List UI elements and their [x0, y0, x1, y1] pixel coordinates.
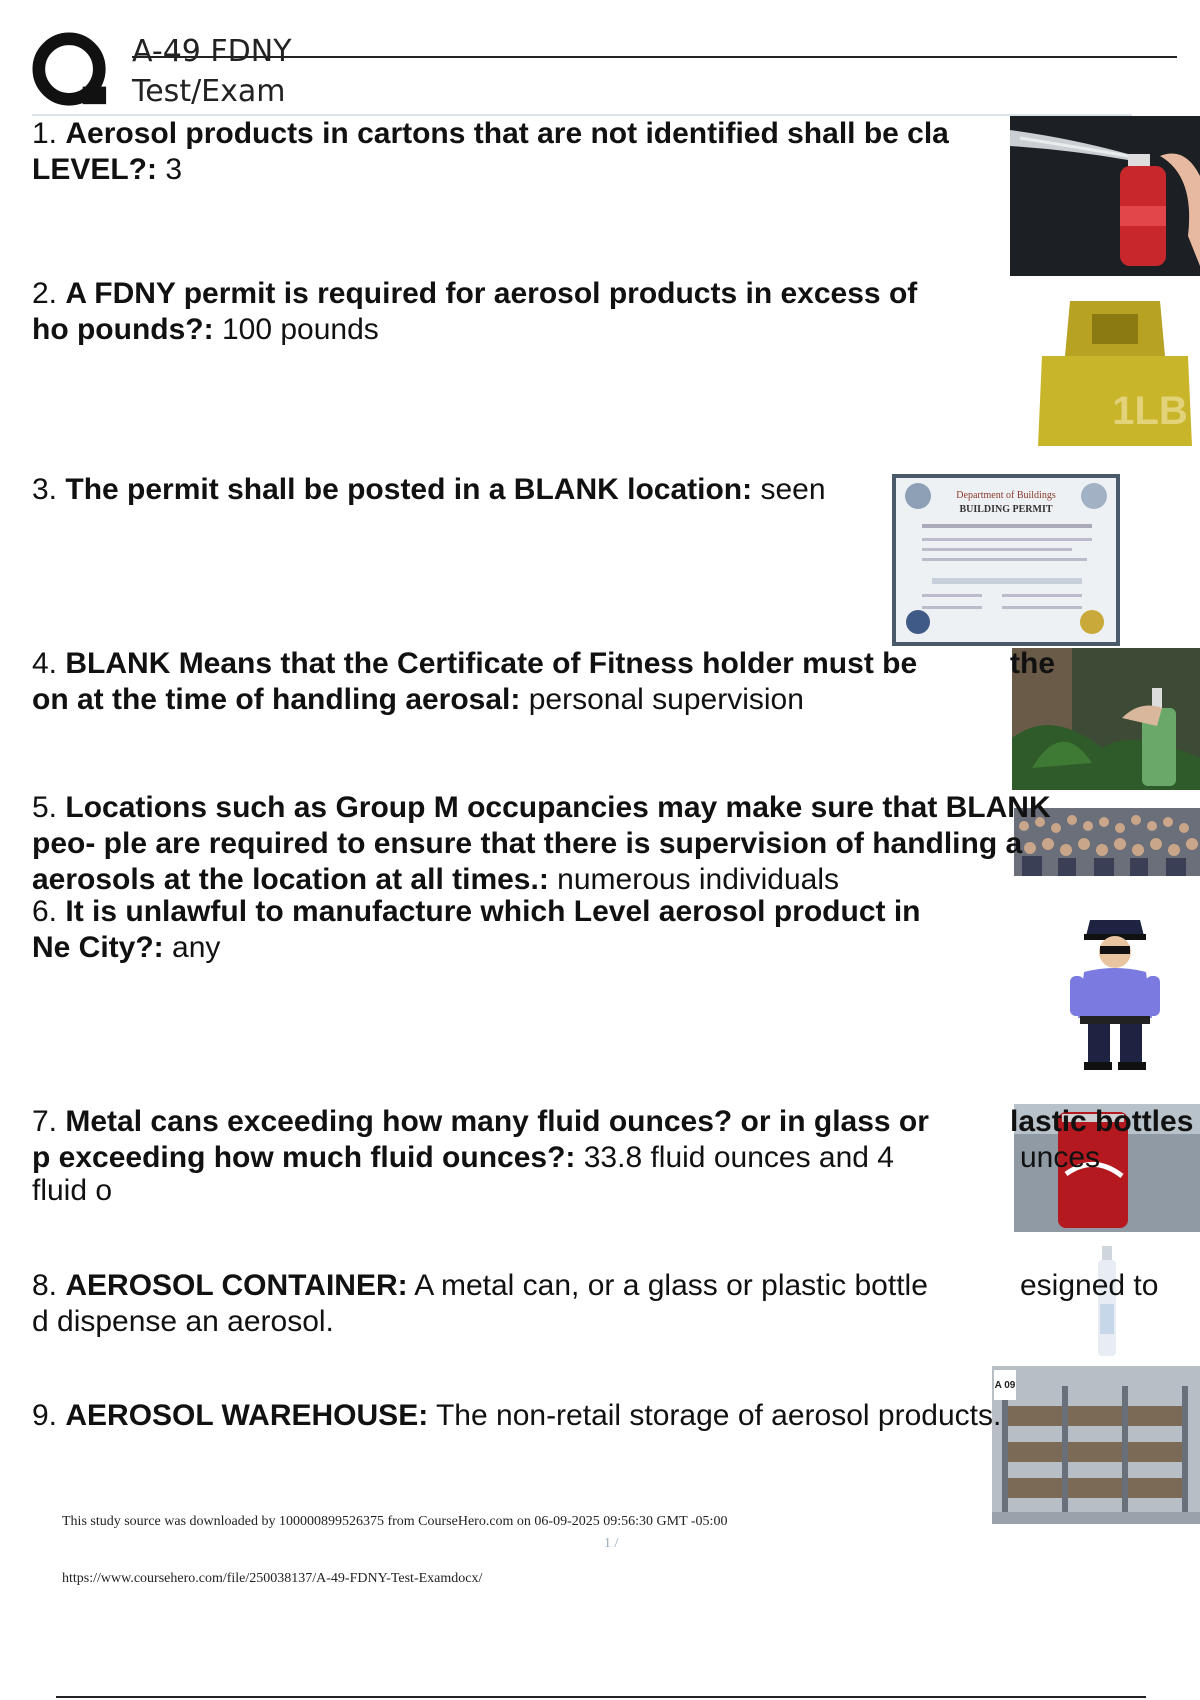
title-line-2: Test/Exam — [132, 74, 286, 109]
title-line-1: A-49 FDNY — [132, 34, 292, 69]
question-number: 7. — [32, 1105, 58, 1138]
question-4 — [32, 646, 917, 718]
answer-text: The non-retail storage of aerosol products. — [435, 1399, 1002, 1432]
answer-8-tail: esigned to — [1020, 1269, 1159, 1302]
warehouse-sign: A 09 — [994, 1380, 1016, 1391]
question-text: AEROSOL CONTAINER: — [65, 1269, 408, 1302]
download-source-note: This study source was downloaded by 100000899526375 from CourseHero.com on 06-09-2025 09:56:30 GMT -05:00 — [62, 1514, 728, 1529]
question-8 — [32, 1268, 928, 1340]
answer-text: numerous individuals — [557, 863, 839, 896]
question-number: 1. — [32, 117, 58, 150]
question-text-cont: ho pounds?: — [32, 313, 214, 346]
answer-text: 3 — [165, 153, 183, 186]
question-number: 2. — [32, 277, 58, 310]
answer-text: personal supervision — [528, 683, 804, 716]
question-text: It is unlawful to manufacture which Level aerosol product in — [65, 895, 921, 928]
question-text: Metal cans exceeding how many fluid ounces? or in glass or — [65, 1105, 929, 1138]
permit-title-2: BUILDING PERMIT — [959, 504, 1053, 515]
question-2 — [32, 276, 917, 348]
question-1 — [32, 116, 949, 188]
question-number: 6. — [32, 895, 58, 928]
spray-can-image — [1010, 116, 1200, 276]
question-number: 4. — [32, 647, 58, 680]
answer-text: A metal can, or a glass or plastic bottle — [414, 1269, 928, 1302]
question-number: 5. — [32, 791, 58, 824]
page-number: 1 / — [604, 1536, 619, 1551]
question-text-cont: aerosols at the location at all times.: — [32, 863, 549, 896]
question-number: 3. — [32, 473, 58, 506]
question-9 — [32, 1398, 1001, 1434]
question-text-cont: peo- ple are required to ensure that there is supervision of handling a — [32, 827, 1023, 860]
question-text: The permit shall be posted in a BLANK location: — [65, 473, 753, 506]
question-text: A FDNY permit is required for aerosol products in excess of — [65, 277, 918, 310]
police-officer-image — [1060, 906, 1170, 1076]
answer-text-cont: fluid o — [32, 1174, 113, 1207]
warehouse-image — [992, 1366, 1200, 1524]
question-text-cont: p exceeding how much fluid ounces?: — [32, 1141, 576, 1174]
weight-label: 1LB — [1112, 389, 1188, 433]
permit-title-1: Department of Buildings — [956, 490, 1056, 501]
answer-text: any — [172, 931, 221, 964]
answer-text-cont: d dispense an aerosol. — [32, 1305, 334, 1338]
question-text-cont: LEVEL?: — [32, 153, 157, 186]
one-pound-weight-image — [1030, 286, 1200, 456]
answer-text: seen — [760, 473, 826, 506]
question-text: AEROSOL WAREHOUSE: — [65, 1399, 429, 1432]
question-3 — [32, 472, 826, 508]
question-number: 9. — [32, 1399, 58, 1432]
question-7 — [32, 1104, 929, 1206]
question-text-cont: on at the time of handling aerosal: — [32, 683, 521, 716]
page-bottom-rule — [56, 1696, 1146, 1698]
coursehero-logo-icon — [32, 32, 110, 110]
document-title — [132, 32, 292, 112]
question-6 — [32, 894, 921, 966]
question-number: 8. — [32, 1269, 58, 1302]
answer-7-tail: unces — [1020, 1141, 1101, 1174]
question-text: Locations such as Group M occupancies may make sure that BLANK — [65, 791, 1051, 824]
question-5 — [32, 790, 1051, 898]
answer-text: 33.8 fluid ounces and 4 — [583, 1141, 894, 1174]
question-text-cont: Ne City?: — [32, 931, 164, 964]
question-text: BLANK Means that the Certificate of Fitness holder must be — [65, 647, 918, 680]
question-text: Aerosol products in cartons that are not identified shall be cla — [65, 117, 949, 150]
building-permit-image — [892, 474, 1120, 646]
question-4-tail: the — [1010, 647, 1055, 680]
source-url-link[interactable]: https://www.coursehero.com/file/250038137/A-49-FDNY-Test-Examdocx/ — [62, 1571, 483, 1586]
answer-text: 100 pounds — [221, 313, 379, 346]
question-7-tail: lastic bottles — [1010, 1105, 1194, 1138]
